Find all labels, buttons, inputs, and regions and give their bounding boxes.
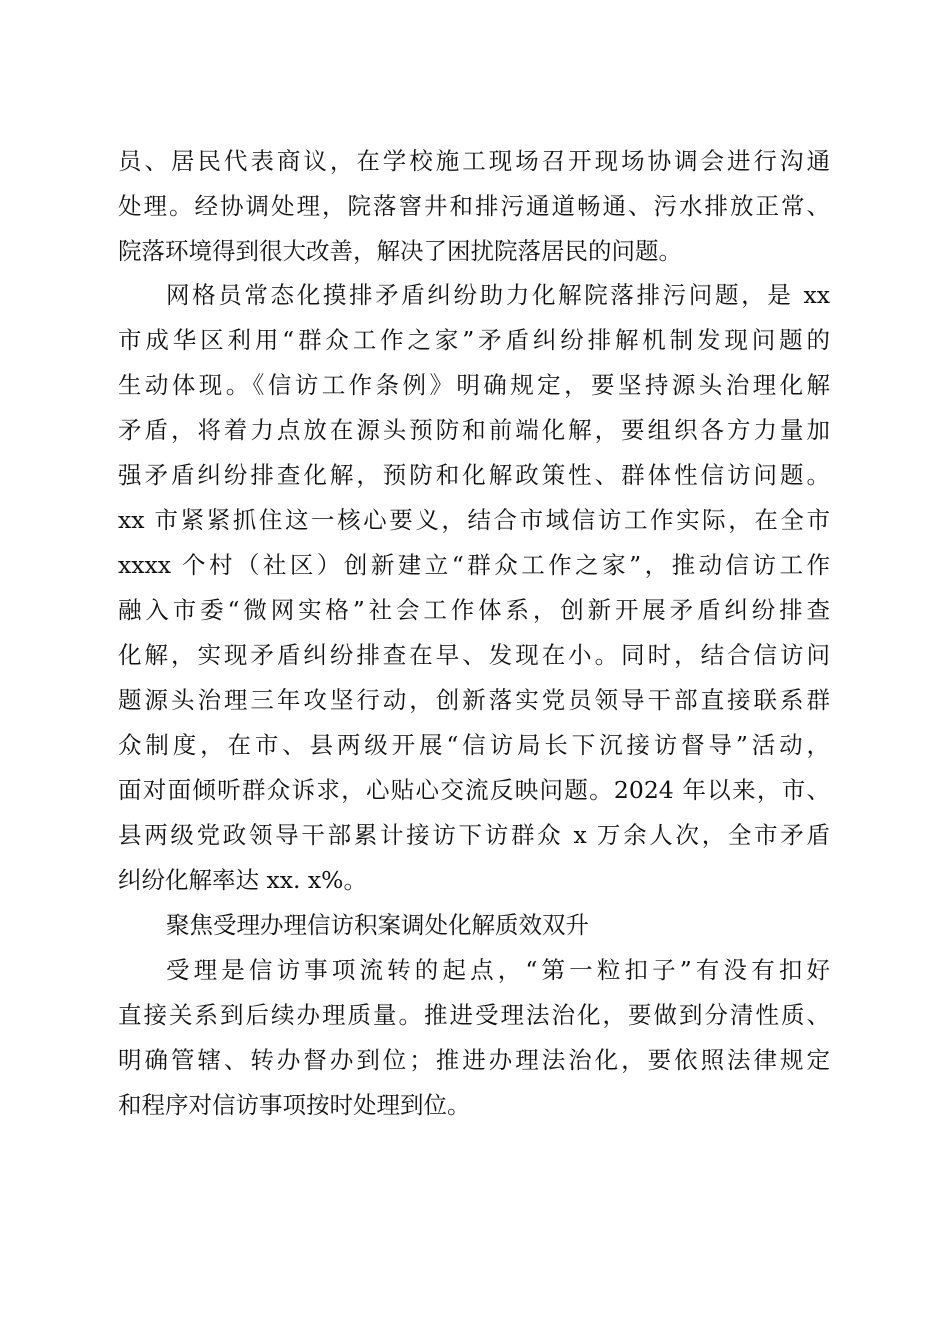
- section-heading: 聚焦受理办理信访积案调处化解质效双升: [166, 911, 589, 939]
- text-line: 面对面倾听群众诉求，心贴心交流反映问题。2024 年以来，市、: [118, 776, 830, 804]
- text-line: 融入市委“微网实格”社会工作体系，创新开展矛盾纠纷排查: [118, 596, 830, 624]
- text-line: 明确管辖、转办督办到位；推进办理法治化，要依照法律规定: [118, 1046, 830, 1074]
- text-line: 矛盾，将着力点放在源头预防和前端化解，要组织各方力量加: [118, 416, 830, 444]
- text-line: 处理。经协调处理，院落窨井和排污通道畅通、污水排放正常、: [118, 192, 830, 220]
- text-line: xxxx 个村（社区）创新建立“群众工作之家”，推动信访工作: [118, 551, 830, 579]
- text-line: 和程序对信访事项按时处理到位。: [118, 1091, 471, 1119]
- text-line: 化解，实现矛盾纠纷排查在早、发现在小。同时，结合信访问: [118, 641, 830, 669]
- text-line: 生动体现。《信访工作条例》明确规定，要坚持源头治理化解: [118, 371, 830, 399]
- text-line: 强矛盾纠纷排查化解，预防和化解政策性、群体性信访问题。: [118, 461, 830, 489]
- text-line: 市成华区利用“群众工作之家”矛盾纠纷排解机制发现问题的: [118, 326, 830, 354]
- text-line: xx 市紧紧抓住这一核心要义，结合市域信访工作实际，在全市: [118, 506, 830, 534]
- text-line: 员、居民代表商议，在学校施工现场召开现场协调会进行沟通: [118, 147, 830, 175]
- text-line: 众制度，在市、县两级开展“信访局长下沉接访督导”活动，: [118, 731, 830, 759]
- paragraph-first-line: 受理是信访事项流转的起点，“第一粒扣子”有没有扣好: [166, 956, 830, 984]
- text-line: 县两级党政领导干部累计接访下访群众 x 万余人次，全市矛盾: [118, 821, 830, 849]
- text-line: 题源头治理三年攻坚行动，创新落实党员领导干部直接联系群: [118, 686, 830, 714]
- text-line: 院落环境得到很大改善，解决了困扰院落居民的问题。: [118, 237, 682, 265]
- text-line: 纠纷化解率达 xx. x%。: [118, 866, 367, 894]
- paragraph-first-line: 网格员常态化摸排矛盾纠纷助力化解院落排污问题，是 xx: [166, 281, 830, 309]
- text-line: 直接关系到后续办理质量。推进受理法治化，要做到分清性质、: [118, 1001, 830, 1029]
